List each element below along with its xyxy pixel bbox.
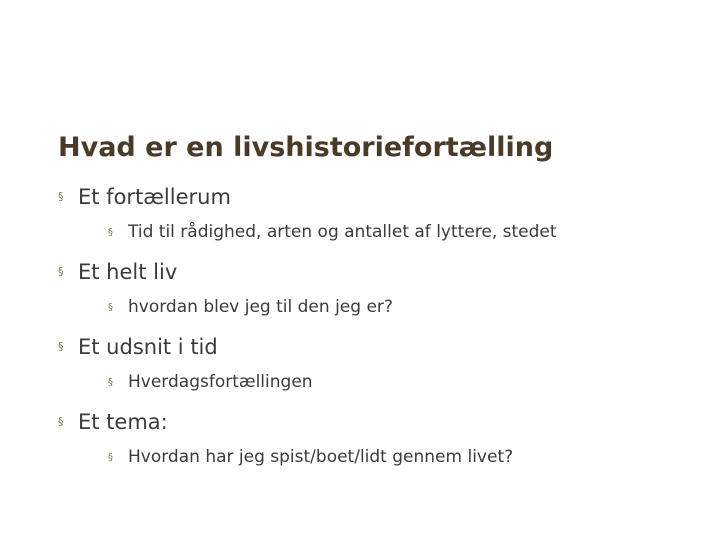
bullet-label: Et fortællerum	[78, 185, 231, 209]
sub-bullet-label: hvordan blev jeg til den jeg er?	[128, 297, 393, 317]
sub-bullet-icon: §	[108, 302, 113, 313]
sub-bullet-label: Hverdagsfortællingen	[128, 372, 313, 392]
sub-bullet-label: Tid til rådighed, arten og antallet af lyttere, stedet	[128, 222, 557, 242]
sub-bullet-icon: §	[108, 452, 113, 463]
bullet-item-udsnit-i-tid	[58, 332, 698, 362]
sub-bullet-icon: §	[108, 227, 113, 238]
slide-title: Hvad er en livshistoriefortælling	[58, 132, 554, 163]
sub-bullet-item	[108, 370, 588, 395]
sub-bullet-item	[108, 295, 588, 320]
bullet-icon: §	[58, 190, 64, 203]
bullet-item-fortaellerum	[58, 182, 698, 212]
bullet-item-helt-liv	[58, 257, 698, 287]
sub-bullet-label: Hvordan har jeg spist/boet/lidt gennem livet?	[128, 447, 514, 467]
sub-bullet-item	[108, 445, 588, 470]
bullet-label: Et helt liv	[78, 260, 178, 284]
bullet-label: Et udsnit i tid	[78, 335, 218, 359]
bullet-icon: §	[58, 340, 64, 353]
sub-bullet-icon: §	[108, 377, 113, 388]
bullet-icon: §	[58, 415, 64, 428]
bullet-list	[58, 182, 698, 470]
sub-bullet-item	[108, 220, 588, 245]
bullet-label: Et tema:	[78, 410, 168, 434]
bullet-item-tema	[58, 407, 698, 437]
bullet-icon: §	[58, 265, 64, 278]
